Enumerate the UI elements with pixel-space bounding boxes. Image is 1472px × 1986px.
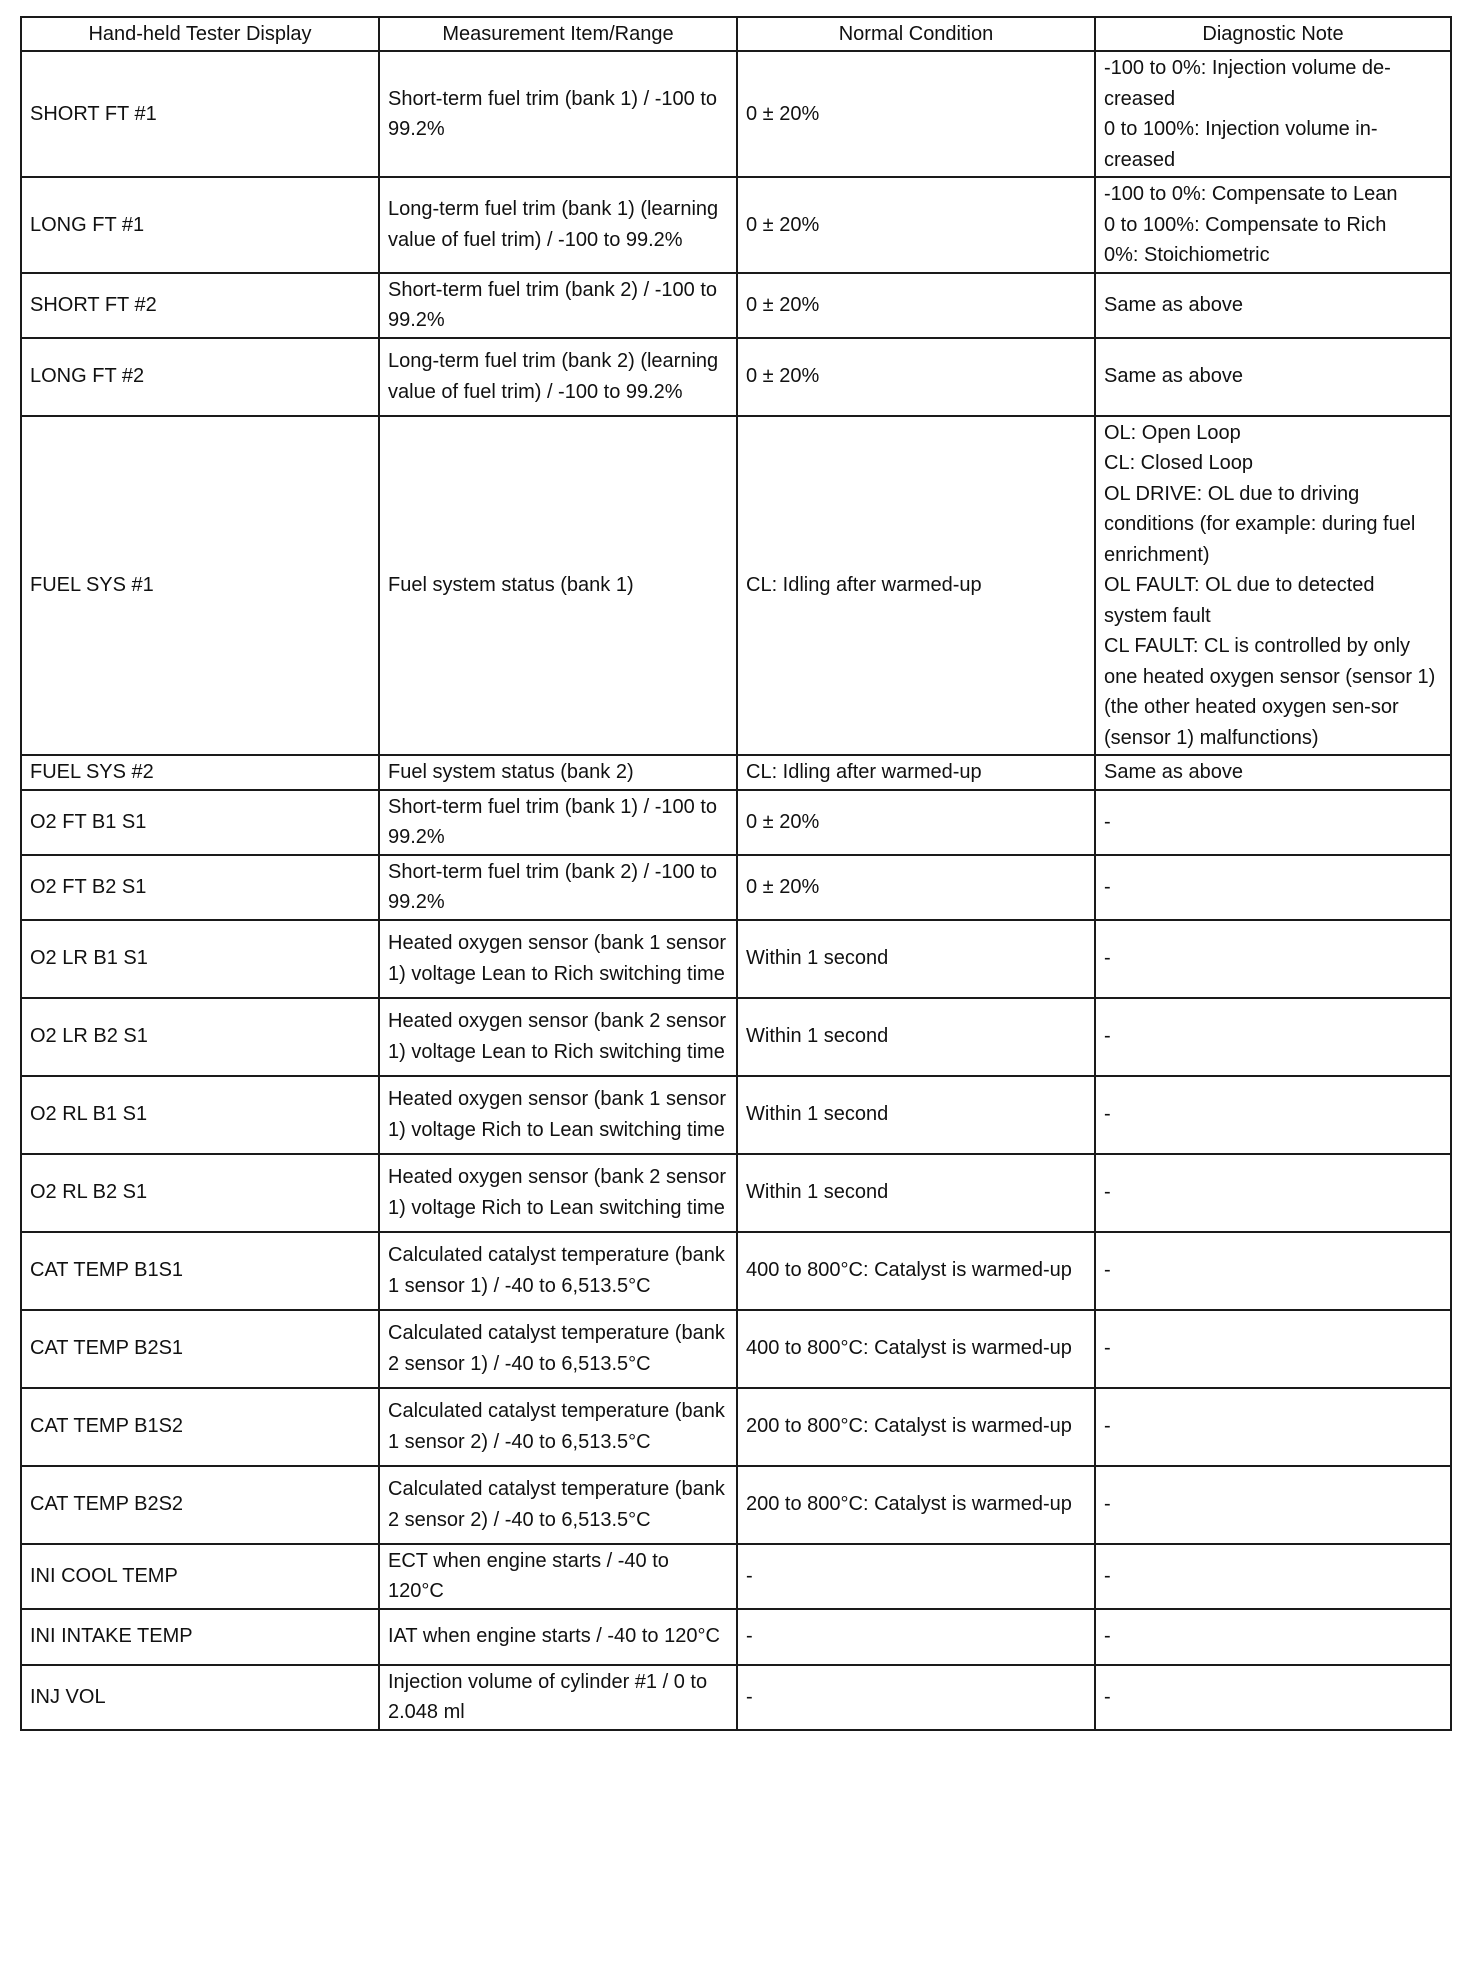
cell-tester-display: O2 RL B2 S1 xyxy=(21,1154,379,1232)
table-row xyxy=(21,416,1451,756)
cell-measurement-item: Fuel system status (bank 2) xyxy=(379,755,737,790)
cell-tester-display: O2 FT B1 S1 xyxy=(21,790,379,855)
cell-diagnostic-note: - xyxy=(1095,1076,1451,1154)
table-row xyxy=(21,855,1451,920)
cell-measurement-item: Short-term fuel trim (bank 2) / -100 to 99.2% xyxy=(379,273,737,338)
cell-tester-display: LONG FT #2 xyxy=(21,338,379,416)
cell-normal-condition: Within 1 second xyxy=(737,998,1095,1076)
cell-normal-condition: - xyxy=(737,1544,1095,1609)
cell-measurement-item: Heated oxygen sensor (bank 2 sensor 1) voltage Rich to Lean switching time xyxy=(379,1154,737,1232)
header-diagnostic-note: Diagnostic Note xyxy=(1095,17,1451,51)
cell-normal-condition: 0 ± 20% xyxy=(737,273,1095,338)
cell-diagnostic-note: - xyxy=(1095,1544,1451,1609)
header-tester-display: Hand-held Tester Display xyxy=(21,17,379,51)
cell-measurement-item: Heated oxygen sensor (bank 1 sensor 1) voltage Rich to Lean switching time xyxy=(379,1076,737,1154)
note-line: OL DRIVE: OL due to driving conditions (for example: during fuel enrichment) xyxy=(1104,482,1416,566)
cell-tester-display: INJ VOL xyxy=(21,1665,379,1730)
cell-measurement-item: Calculated catalyst temperature (bank 2 sensor 1) / -40 to 6,513.5°C xyxy=(379,1310,737,1388)
table-row xyxy=(21,273,1451,338)
cell-diagnostic-note: Same as above xyxy=(1095,273,1451,338)
table-row xyxy=(21,790,1451,855)
table-row xyxy=(21,1388,1451,1466)
table-row xyxy=(21,1310,1451,1388)
cell-tester-display: CAT TEMP B1S2 xyxy=(21,1388,379,1466)
note-line: CL: Closed Loop xyxy=(1104,452,1253,474)
cell-tester-display: CAT TEMP B1S1 xyxy=(21,1232,379,1310)
header-normal-condition: Normal Condition xyxy=(737,17,1095,51)
cell-tester-display: O2 FT B2 S1 xyxy=(21,855,379,920)
cell-diagnostic-note: - xyxy=(1095,920,1451,998)
cell-measurement-item: Short-term fuel trim (bank 2) / -100 to 99.2% xyxy=(379,855,737,920)
cell-normal-condition: Within 1 second xyxy=(737,1076,1095,1154)
cell-diagnostic-note: - xyxy=(1095,1232,1451,1310)
table-row xyxy=(21,177,1451,273)
cell-normal-condition: Within 1 second xyxy=(737,1154,1095,1232)
diagnostic-data-table xyxy=(20,16,1452,1731)
cell-tester-display: LONG FT #1 xyxy=(21,177,379,273)
cell-normal-condition: 400 to 800°C: Catalyst is warmed-up xyxy=(737,1232,1095,1310)
table-row xyxy=(21,998,1451,1076)
table-row xyxy=(21,1076,1451,1154)
cell-measurement-item: Long-term fuel trim (bank 2) (learning value of fuel trim) / -100 to 99.2% xyxy=(379,338,737,416)
note-line: 0%: Stoichiometric xyxy=(1104,244,1270,266)
cell-tester-display: O2 RL B1 S1 xyxy=(21,1076,379,1154)
cell-diagnostic-note: - xyxy=(1095,1609,1451,1665)
cell-diagnostic-note: - xyxy=(1095,855,1451,920)
cell-tester-display: FUEL SYS #1 xyxy=(21,416,379,756)
note-line: 0 to 100%: Injection volume in-creased xyxy=(1104,118,1378,171)
header-row xyxy=(21,17,1451,51)
cell-diagnostic-note: - xyxy=(1095,998,1451,1076)
table-row xyxy=(21,920,1451,998)
note-line: 0 to 100%: Compensate to Rich xyxy=(1104,213,1387,236)
table-row xyxy=(21,755,1451,790)
cell-tester-display: INI INTAKE TEMP xyxy=(21,1609,379,1665)
cell-diagnostic-note: - xyxy=(1095,790,1451,855)
cell-measurement-item: Injection volume of cylinder #1 / 0 to 2.048 ml xyxy=(379,1665,737,1730)
table-row xyxy=(21,1232,1451,1310)
cell-normal-condition: 0 ± 20% xyxy=(737,51,1095,177)
cell-diagnostic-note: - xyxy=(1095,1466,1451,1544)
cell-tester-display: SHORT FT #2 xyxy=(21,273,379,338)
cell-diagnostic-note: Same as above xyxy=(1095,755,1451,790)
cell-diagnostic-note: Same as above xyxy=(1095,338,1451,416)
note-line: CL FAULT: CL is controlled by only one heated oxygen sensor (sensor 1) (the other heated oxygen sen-sor (sensor 1) malfunctions) xyxy=(1104,635,1436,749)
note-line: -100 to 0%: Compensate to Lean xyxy=(1104,183,1398,205)
cell-tester-display: SHORT FT #1 xyxy=(21,51,379,177)
cell-measurement-item: Heated oxygen sensor (bank 1 sensor 1) voltage Lean to Rich switching time xyxy=(379,920,737,998)
cell-normal-condition: 0 ± 20% xyxy=(737,177,1095,273)
table-row xyxy=(21,338,1451,416)
cell-measurement-item: Long-term fuel trim (bank 1) (learning value of fuel trim) / -100 to 99.2% xyxy=(379,177,737,273)
cell-diagnostic-note xyxy=(1095,51,1451,177)
cell-diagnostic-note: - xyxy=(1095,1154,1451,1232)
cell-measurement-item: Heated oxygen sensor (bank 2 sensor 1) voltage Lean to Rich switching time xyxy=(379,998,737,1076)
note-line: OL FAULT: OL due to detected system fault xyxy=(1104,574,1375,627)
cell-normal-condition: 400 to 800°C: Catalyst is warmed-up xyxy=(737,1310,1095,1388)
table-row xyxy=(21,51,1451,177)
cell-diagnostic-note xyxy=(1095,177,1451,273)
cell-tester-display: CAT TEMP B2S1 xyxy=(21,1310,379,1388)
cell-normal-condition: - xyxy=(737,1665,1095,1730)
table-row xyxy=(21,1665,1451,1730)
note-line: OL: Open Loop xyxy=(1104,421,1241,444)
cell-diagnostic-note: - xyxy=(1095,1665,1451,1730)
cell-normal-condition: 0 ± 20% xyxy=(737,855,1095,920)
cell-diagnostic-note xyxy=(1095,416,1451,756)
table-row xyxy=(21,1544,1451,1609)
cell-tester-display: O2 LR B2 S1 xyxy=(21,998,379,1076)
cell-measurement-item: Short-term fuel trim (bank 1) / -100 to 99.2% xyxy=(379,790,737,855)
cell-normal-condition: CL: Idling after warmed-up xyxy=(737,416,1095,756)
cell-diagnostic-note: - xyxy=(1095,1388,1451,1466)
note-line: -100 to 0%: Injection volume de-creased xyxy=(1104,57,1391,110)
cell-measurement-item: Calculated catalyst temperature (bank 1 sensor 2) / -40 to 6,513.5°C xyxy=(379,1388,737,1466)
header-measurement-item: Measurement Item/Range xyxy=(379,17,737,51)
cell-tester-display: INI COOL TEMP xyxy=(21,1544,379,1609)
cell-measurement-item: ECT when engine starts / -40 to 120°C xyxy=(379,1544,737,1609)
cell-normal-condition: Within 1 second xyxy=(737,920,1095,998)
cell-normal-condition: 0 ± 20% xyxy=(737,790,1095,855)
cell-measurement-item: Fuel system status (bank 1) xyxy=(379,416,737,756)
table-header xyxy=(21,17,1451,51)
table-row xyxy=(21,1154,1451,1232)
cell-measurement-item: Calculated catalyst temperature (bank 2 sensor 2) / -40 to 6,513.5°C xyxy=(379,1466,737,1544)
table-row xyxy=(21,1609,1451,1665)
table-body xyxy=(21,51,1451,1730)
cell-tester-display: FUEL SYS #2 xyxy=(21,755,379,790)
cell-normal-condition: - xyxy=(737,1609,1095,1665)
table-row xyxy=(21,1466,1451,1544)
cell-tester-display: CAT TEMP B2S2 xyxy=(21,1466,379,1544)
cell-diagnostic-note: - xyxy=(1095,1310,1451,1388)
cell-normal-condition: 200 to 800°C: Catalyst is warmed-up xyxy=(737,1388,1095,1466)
cell-normal-condition: 0 ± 20% xyxy=(737,338,1095,416)
cell-measurement-item: Calculated catalyst temperature (bank 1 sensor 1) / -40 to 6,513.5°C xyxy=(379,1232,737,1310)
cell-normal-condition: CL: Idling after warmed-up xyxy=(737,755,1095,790)
cell-measurement-item: IAT when engine starts / -40 to 120°C xyxy=(379,1609,737,1665)
cell-measurement-item: Short-term fuel trim (bank 1) / -100 to 99.2% xyxy=(379,51,737,177)
cell-normal-condition: 200 to 800°C: Catalyst is warmed-up xyxy=(737,1466,1095,1544)
cell-tester-display: O2 LR B1 S1 xyxy=(21,920,379,998)
